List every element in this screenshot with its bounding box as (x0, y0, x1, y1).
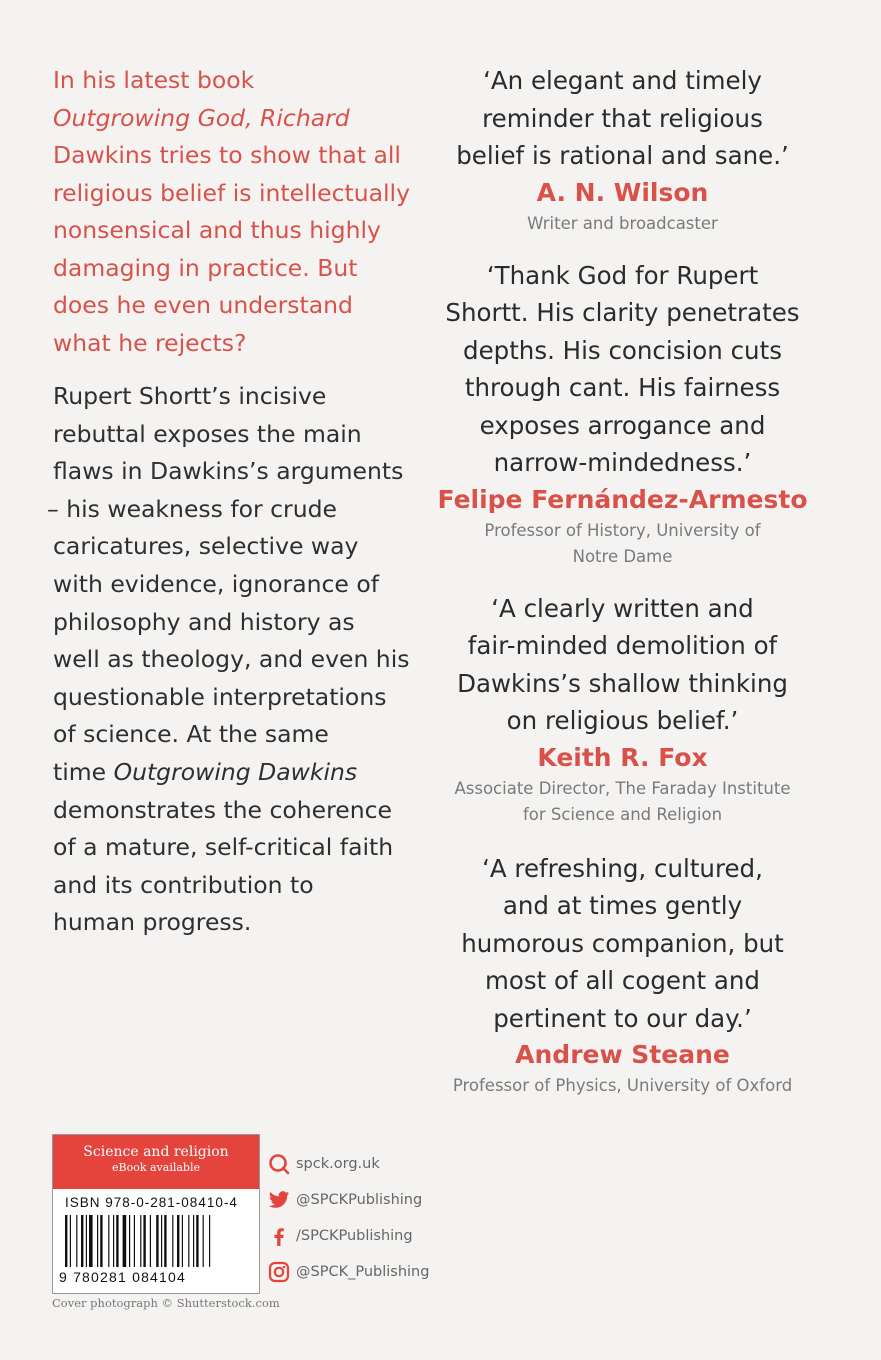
role-line: Professor of Physics, University of Oxford (452, 1076, 793, 1095)
barcode-bar (134, 1215, 135, 1267)
body-line: human progress. (53, 908, 252, 937)
barcode-icon (65, 1215, 247, 1267)
barcode-bar (150, 1215, 151, 1267)
endorsement-role (430, 211, 815, 237)
barcode-bar (177, 1215, 179, 1267)
endorsements-column (430, 62, 815, 1119)
barcode-bar (164, 1215, 166, 1267)
social-label: @SPCKPublishing (296, 1192, 423, 1208)
barcode-bar (97, 1215, 98, 1267)
barcode-bar (65, 1215, 67, 1267)
endorsement-author: A. N. Wilson (536, 177, 709, 207)
intro-line: In his latest book (53, 66, 255, 94)
quote-line: on religious belief.’ (506, 706, 739, 735)
isbn-barcode-box (52, 1134, 260, 1294)
barcode-bar (196, 1215, 198, 1267)
social-label: /SPCKPublishing (296, 1228, 413, 1244)
barcode-bar (86, 1215, 87, 1267)
barcode-digits: 9 780281 084104 (59, 1269, 186, 1285)
barcode-bar (140, 1215, 141, 1267)
quote-line: belief is rational and sane.’ (456, 141, 789, 170)
quote-line: most of all cogent and (485, 966, 760, 995)
role-line: Professor of History, University of (484, 520, 761, 540)
barcode-bar (76, 1215, 77, 1267)
barcode-bar (123, 1215, 127, 1267)
social-link-instagram[interactable] (268, 1254, 429, 1290)
barcode-bar (116, 1215, 118, 1267)
body-line: of science. At the same (53, 720, 329, 749)
intro-line: does he even understand (53, 291, 353, 319)
barcode-bar (89, 1215, 93, 1267)
quote-line: and at times gently (502, 891, 743, 920)
social-link-twitter[interactable] (268, 1182, 429, 1218)
facebook-icon (268, 1225, 290, 1247)
barcode-bar (182, 1215, 183, 1267)
endorsement-role (430, 1073, 815, 1099)
endorsement (430, 590, 815, 828)
endorsement-role (430, 518, 815, 570)
intro-paragraph (53, 62, 423, 362)
quote-line: ‘An elegant and timely (483, 66, 762, 95)
body-line: and its contribution to (53, 870, 314, 899)
body-line: well as theology, and even his (53, 645, 410, 674)
quote-line: ‘Thank God for Rupert (486, 260, 759, 290)
web-icon (268, 1153, 290, 1175)
quote-line: narrow-mindedness.’ (493, 448, 752, 477)
body-line: questionable interpretations (53, 682, 387, 711)
role-line: Associate Director, The Faraday Institute (454, 778, 791, 798)
barcode-bar (100, 1215, 102, 1267)
barcode-bar (129, 1215, 130, 1267)
quote-line: Shortt. His clarity penetrates (445, 298, 800, 327)
quote-line: exposes arrogance and (479, 410, 766, 440)
quote-line: ‘A refreshing, cultured, (482, 853, 763, 883)
body-paragraph (47, 378, 423, 942)
quote-line: humorous companion, but (461, 928, 784, 958)
endorsement (430, 850, 815, 1100)
body-line: of a mature, self-critical faith (53, 833, 394, 862)
endorsement-author: Felipe Fernández-Armesto (437, 484, 808, 514)
twitter-icon (268, 1189, 290, 1211)
intro-line: damaging in practice. But (53, 253, 358, 282)
photo-credit: Cover photograph © Shutterstock.com (52, 1296, 280, 1310)
social-link-web[interactable] (268, 1146, 429, 1182)
barcode-bar (193, 1215, 194, 1267)
body-line-book-title: time Outgrowing Dawkins (53, 757, 358, 786)
social-label: spck.org.uk (296, 1156, 380, 1172)
barcode-bar (156, 1215, 158, 1267)
barcode-bar (143, 1215, 145, 1267)
endorsement-author: Keith R. Fox (537, 742, 708, 772)
endorsement-quote (430, 590, 815, 740)
endorsement-quote (430, 850, 815, 1038)
endorsement-quote (430, 62, 815, 175)
body-line: rebuttal exposes the main (53, 419, 362, 448)
endorsement-author: Andrew Steane (515, 1040, 730, 1069)
barcode-bar (161, 1215, 162, 1267)
barcode-bar (70, 1215, 71, 1267)
blurb-column (47, 62, 423, 942)
social-link-facebook[interactable] (268, 1218, 429, 1254)
body-line: caricatures, selective way (53, 532, 359, 561)
isbn-number: ISBN 978-0-281-08410-4 (65, 1195, 238, 1210)
body-line: flaws in Dawkins’s arguments (53, 457, 404, 486)
quote-line: reminder that religious (482, 103, 763, 133)
instagram-icon (268, 1261, 290, 1283)
barcode-bar (188, 1215, 189, 1267)
quote-line: pertinent to our day.’ (493, 1003, 752, 1033)
quote-line: fair-minded demolition of (467, 631, 778, 660)
barcode-bar (203, 1215, 204, 1267)
role-line: Writer and broadcaster (527, 213, 718, 233)
quote-line: ‘A clearly written and (491, 593, 754, 623)
body-line: with evidence, ignorance of (53, 569, 379, 598)
body-line: Rupert Shortt’s incisive (53, 382, 327, 410)
endorsement (430, 62, 815, 237)
body-line: demonstrates the coherence (53, 795, 393, 824)
body-line: philosophy and history as (53, 607, 355, 636)
quote-line: depths. His concision cuts (463, 335, 782, 365)
social-label: @SPCK_Publishing (296, 1264, 430, 1280)
quote-line: through cant. His fairness (464, 373, 781, 402)
quote-line: Dawkins’s shallow thinking (457, 668, 788, 698)
body-book-title: Outgrowing Dawkins (113, 757, 358, 786)
barcode-bar (113, 1215, 114, 1267)
social-links (268, 1146, 429, 1290)
intro-line: Dawkins tries to show that all (53, 141, 401, 169)
intro-line: what he rejects? (53, 328, 247, 357)
role-line: for Science and Religion (522, 804, 723, 824)
endorsement (430, 257, 815, 570)
endorsement-quote (430, 257, 815, 482)
intro-book-title: Outgrowing God, Richard (53, 103, 350, 132)
intro-line: religious belief is intellectually (53, 178, 410, 207)
barcode-bar (209, 1215, 210, 1267)
category-label: Science and religion (83, 1144, 229, 1160)
body-line: – his weakness for crude (47, 494, 337, 523)
barcode-bar (108, 1215, 109, 1267)
category-banner (53, 1135, 259, 1189)
barcode-bar (81, 1215, 83, 1267)
ebook-label: eBook available (112, 1161, 200, 1174)
intro-line: nonsensical and thus highly (53, 216, 381, 244)
role-line: Notre Dame (572, 546, 673, 566)
barcode-bar (172, 1215, 173, 1267)
endorsement-role (430, 776, 815, 828)
